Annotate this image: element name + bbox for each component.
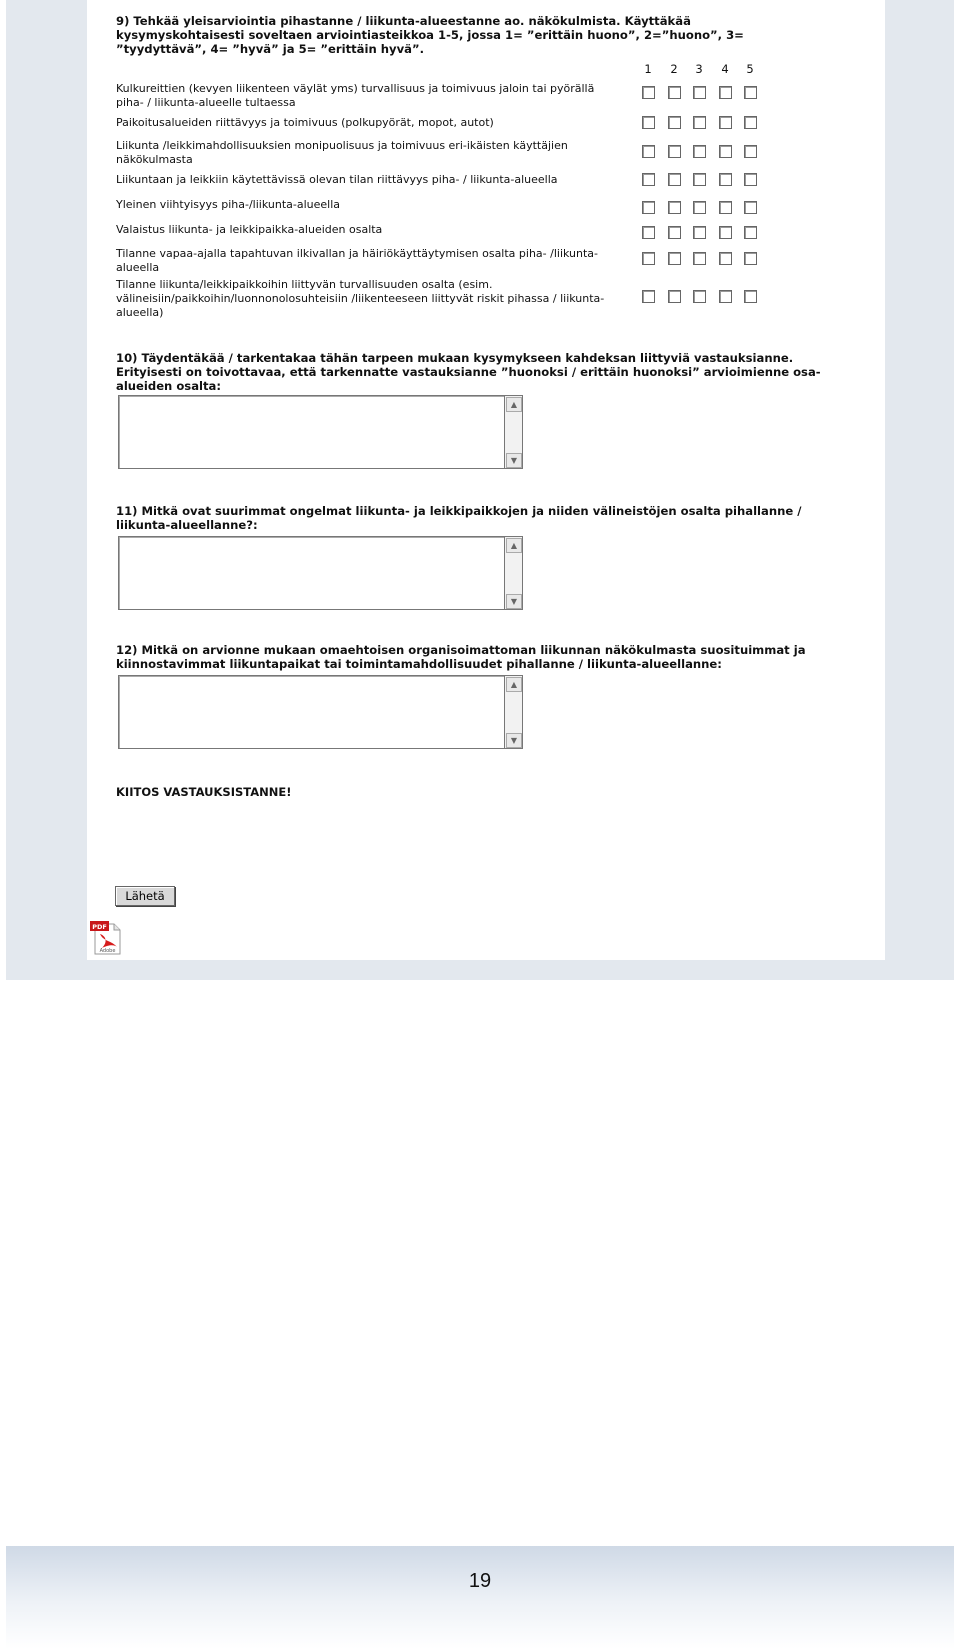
pdf-icon[interactable]	[88, 920, 124, 956]
q10-answer-textarea[interactable]	[118, 395, 523, 469]
scale-label-1: 1	[644, 62, 652, 76]
rating-checkbox-group	[642, 252, 762, 266]
rating-checkbox-1[interactable]	[642, 201, 655, 214]
pdf-brand-text: Adobe	[99, 948, 116, 954]
rating-checkbox-4[interactable]	[719, 226, 732, 239]
rating-checkbox-5[interactable]	[744, 201, 757, 214]
scroll-up-arrow-icon[interactable]: ▲	[506, 538, 522, 553]
q9-heading: 9) Tehkää yleisarviointia pihastanne / liikunta-alueestanne ao. näkökulmista. Käyttäkää kysymyskohtaisesti soveltaen arviointiasteikkoa 1-5, jossa 1= ”erittäin huono”, 2=”huono”, 3= ”tyydyttävä”, 4= ”hyvä” ja 5= ”erittäin hyvä”.	[116, 14, 744, 56]
rating-row-label: Liikunta /leikkimahdollisuuksien monipuolisuus ja toimivuus eri-ikäisten käyttäjien näkökulmasta	[116, 139, 568, 166]
rating-checkbox-5[interactable]	[744, 145, 757, 158]
rating-row-label: Yleinen viihtyisyys piha-/liikunta-alueella	[116, 198, 341, 211]
rating-checkbox-group	[642, 86, 762, 100]
thank-you-message: KIITOS VASTAUKSISTANNE!	[116, 785, 292, 799]
rating-checkbox-1[interactable]	[642, 116, 655, 129]
rating-row-label: Liikuntaan ja leikkiin käytettävissä olevan tilan riittävyys piha- / liikunta-alueella	[116, 173, 558, 186]
rating-checkbox-3[interactable]	[693, 173, 706, 186]
submit-button[interactable]: Lähetä	[115, 886, 175, 906]
rating-checkbox-5[interactable]	[744, 252, 757, 265]
rating-row-label: Kulkureittien (kevyen liikenteen väylät yms) turvallisuus ja toimivuus jaloin tai pyörällä piha- / liikunta-alueelle tultaessa	[116, 82, 595, 109]
scale-label-5: 5	[746, 62, 754, 76]
q12-answer-textarea[interactable]	[118, 675, 523, 749]
rating-checkbox-4[interactable]	[719, 145, 732, 158]
rating-checkbox-1[interactable]	[642, 252, 655, 265]
rating-checkbox-3[interactable]	[693, 116, 706, 129]
rating-row-label: Valaistus liikunta- ja leikkipaikka-alueiden osalta	[116, 223, 383, 236]
rating-checkbox-4[interactable]	[719, 290, 732, 303]
q10-heading: 10) Täydentäkää / tarkentakaa tähän tarpeen mukaan kysymykseen kahdeksan liittyviä vastauksianne. Erityisesti on toivottavaa, että tarkennatte vastauksianne ”huonoksi / erittäin huonoksi” arvioimienne osa-alueiden osalta:	[116, 351, 821, 393]
rating-checkbox-1[interactable]	[642, 226, 655, 239]
rating-checkbox-group	[642, 290, 762, 304]
rating-row-label: Tilanne vapaa-ajalla tapahtuvan ilkivallan ja häiriökäyttäytymisen osalta piha- /liikunta-alueella	[116, 247, 599, 274]
q11-heading: 11) Mitkä ovat suurimmat ongelmat liikunta- ja leikkipaikkojen ja niiden välineistöjen osalta pihallanne / liikunta-alueellanne?:	[116, 504, 802, 532]
rating-row-label: Paikoitusalueiden riittävyys ja toimivuus (polkupyörät, mopot, autot)	[116, 116, 494, 129]
scroll-down-arrow-icon[interactable]: ▼	[506, 594, 522, 609]
rating-checkbox-3[interactable]	[693, 145, 706, 158]
page-footer	[6, 1546, 954, 1649]
rating-checkbox-2[interactable]	[668, 173, 681, 186]
q11-scrollbar[interactable]	[504, 536, 523, 610]
rating-checkbox-5[interactable]	[744, 116, 757, 129]
rating-checkbox-2[interactable]	[668, 252, 681, 265]
rating-checkbox-1[interactable]	[642, 173, 655, 186]
rating-checkbox-4[interactable]	[719, 86, 732, 99]
pdf-badge-text: PDF	[92, 923, 107, 931]
scroll-down-arrow-icon[interactable]: ▼	[506, 733, 522, 748]
rating-checkbox-4[interactable]	[719, 116, 732, 129]
rating-checkbox-5[interactable]	[744, 226, 757, 239]
rating-checkbox-2[interactable]	[668, 201, 681, 214]
scroll-down-arrow-icon[interactable]: ▼	[506, 453, 522, 468]
rating-checkbox-2[interactable]	[668, 226, 681, 239]
scroll-up-arrow-icon[interactable]: ▲	[506, 397, 522, 412]
rating-checkbox-2[interactable]	[668, 290, 681, 303]
rating-checkbox-3[interactable]	[693, 252, 706, 265]
rating-checkbox-2[interactable]	[668, 145, 681, 158]
page-number: 19	[468, 1570, 492, 1592]
rating-checkbox-2[interactable]	[668, 116, 681, 129]
rating-checkbox-group	[642, 173, 762, 187]
rating-checkbox-1[interactable]	[642, 86, 655, 99]
rating-checkbox-group	[642, 201, 762, 215]
rating-checkbox-group	[642, 226, 762, 240]
rating-checkbox-5[interactable]	[744, 290, 757, 303]
rating-checkbox-2[interactable]	[668, 86, 681, 99]
rating-checkbox-3[interactable]	[693, 226, 706, 239]
rating-scale-header	[641, 62, 761, 76]
rating-checkbox-4[interactable]	[719, 252, 732, 265]
rating-checkbox-5[interactable]	[744, 173, 757, 186]
rating-checkbox-group	[642, 116, 762, 130]
scroll-up-arrow-icon[interactable]: ▲	[506, 677, 522, 692]
q12-heading: 12) Mitkä on arvionne mukaan omaehtoisen organisoimattoman liikunnan näkökulmasta suosituimmat ja kiinnostavimmat liikuntapaikat tai toimintamahdollisuudet pihallanne / liikunta-alueellanne:	[116, 643, 806, 671]
rating-checkbox-5[interactable]	[744, 86, 757, 99]
q12-scrollbar[interactable]	[504, 675, 523, 749]
rating-checkbox-4[interactable]	[719, 173, 732, 186]
rating-checkbox-3[interactable]	[693, 290, 706, 303]
q11-answer-textarea[interactable]	[118, 536, 523, 610]
rating-checkbox-4[interactable]	[719, 201, 732, 214]
rating-checkbox-3[interactable]	[693, 86, 706, 99]
rating-checkbox-1[interactable]	[642, 290, 655, 303]
rating-checkbox-3[interactable]	[693, 201, 706, 214]
rating-checkbox-group	[642, 145, 762, 159]
scale-label-3: 3	[695, 62, 703, 76]
scale-label-2: 2	[670, 62, 678, 76]
rating-checkbox-1[interactable]	[642, 145, 655, 158]
scale-label-4: 4	[721, 62, 729, 76]
q10-scrollbar[interactable]	[504, 395, 523, 469]
rating-row-label: Tilanne liikunta/leikkipaikkoihin liittyvän turvallisuuden osalta (esim. välineisiin/paikkoihin/luonnonolosuhteisiin /liikenteeseen liittyvät riskit pihassa / liikunta-alueella)	[116, 278, 605, 319]
